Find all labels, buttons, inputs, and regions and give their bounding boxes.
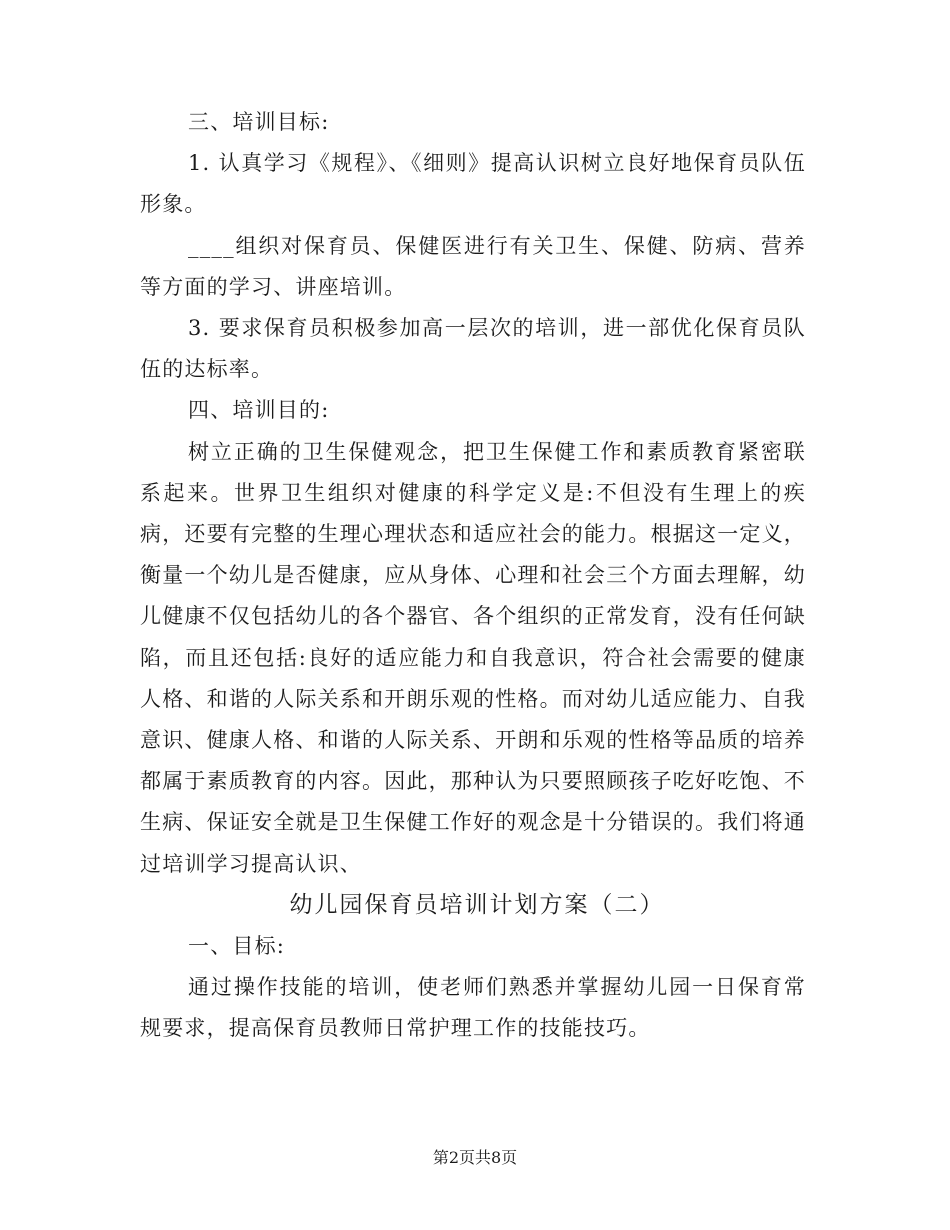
document-body [140,102,806,1050]
section-heading-training-purpose: 四、培训目的: [188,398,330,423]
paragraph-objective: 通过操作技能的培训，使老师们熟悉并掌握幼儿园一日保育常规要求，提高保育员教师日常护理工作的技能技巧。 [140,975,806,1041]
page-number-footer: 第2页共8页 [432,1148,518,1167]
document-title-part-two: 幼儿园保育员培训计划方案（二） [289,891,665,918]
paragraph-goal-3: 3. 要求保育员积极参加高一层次的培训，进一部优化保育员队伍的达标率。 [140,316,806,382]
section-heading-training-goals: 三、培训目标: [188,110,330,134]
paragraph-goal-1: 1. 认真学习《规程》、《细则》提高认识树立良好地保育员队伍形象。 [140,151,806,217]
paragraph-purpose: 树立正确的卫生保健观念，把卫生保健工作和素质教育紧密联系起来。世界卫生组织对健康的科学定义是:不但没有生理上的疾病，还要有完整的生理心理状态和适应社会的能力。根据这一定义，衡量一个幼儿是否健康，应从身体、心理和社会三个方面去理解，幼儿健康不仅包括幼儿的各个器官、各个组织的正常发育，没有任何缺陷，而且还包括:良好的适应能力和自我意识，符合社会需要的健康人格、和谐的人际关系和开朗乐观的性格。而对幼儿适应能力、自我意识、健康人格、和谐的人际关系、开朗和乐观的性格等品质的培养都属于素质教育的内容。因此，那种认为只要照顾孩子吃好吃饱、不生病、保证安全就是卫生保健工作好的观念是十分错误的。我们将通过培训学习提高认识、 [140,439,806,876]
paragraph-goal-2: ____组织对保育员、保健医进行有关卫生、保健、防病、营养等方面的学习、讲座培训。 [140,233,806,299]
section-heading-objective: 一、目标: [188,934,286,959]
